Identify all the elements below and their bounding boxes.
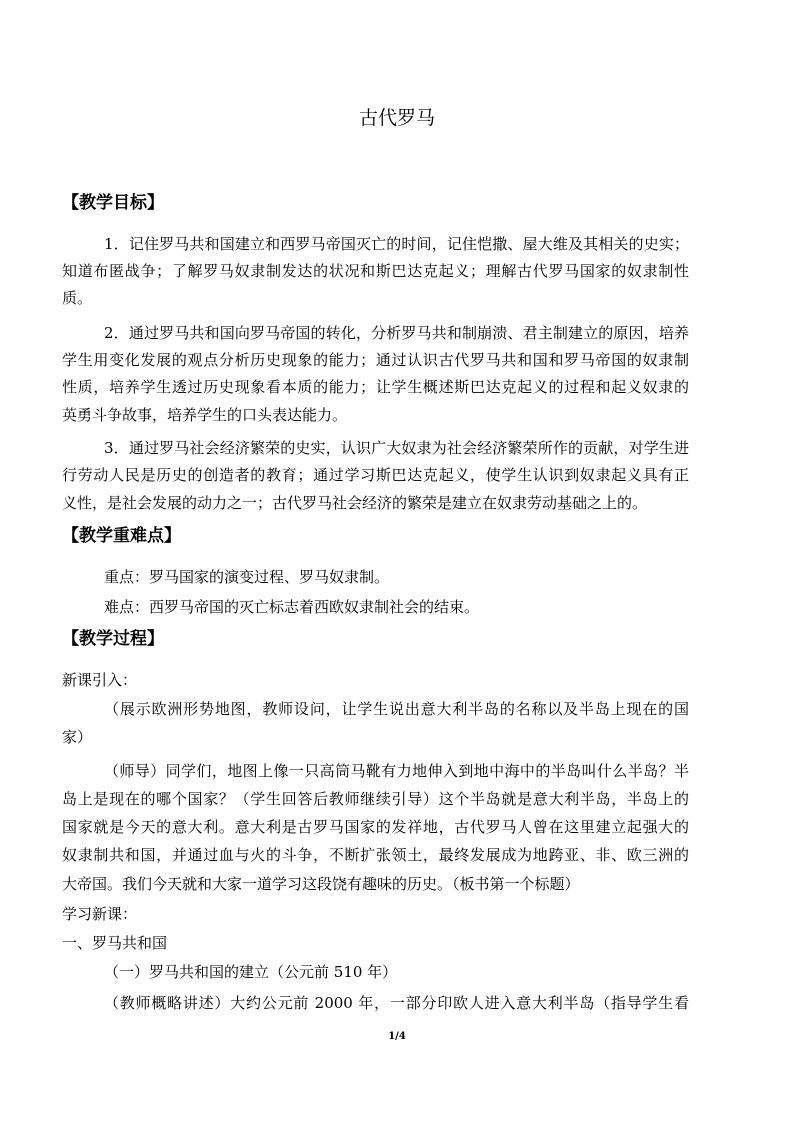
page-title: 古代罗马 xyxy=(358,107,435,129)
objective-3-line-3: 义性，是社会发展的动力之一；古代罗马社会经济的繁荣是建立在奴隶劳动基础之上的。 xyxy=(62,494,648,512)
objectives-heading: 【教学目标】 xyxy=(62,193,164,213)
key-points-heading: 【教学重难点】 xyxy=(62,526,181,546)
key-point-line: 重点：罗马国家的演变过程、罗马奴隶制。 xyxy=(104,568,390,586)
objective-3-line-2: 行劳动人民是历史的创造者的教育；通过学习斯巴达克起义，使学生认识到奴隶起义具有正 xyxy=(62,466,689,484)
intro-p2-line-4: 奴隶制共和国，并通过血与火的斗争，不断扩张领土，最终发展成为地跨亚、非、欧三洲的 xyxy=(62,846,689,864)
intro-p2-line-5: 大帝国。我们今天就和大家一道学习这段饶有趣味的历史。（板书第一个标题） xyxy=(62,875,580,893)
page-number: 1/4 xyxy=(388,1031,406,1042)
new-lesson-label: 学习新课： xyxy=(62,905,138,923)
difficult-point-line: 难点：西罗马帝国的灭亡标志着西欧奴隶制社会的结束。 xyxy=(104,598,480,616)
objective-2-line-1: 2．通过罗马共和国向罗马帝国的转化，分析罗马共和制崩溃、君主制建立的原因，培养 xyxy=(104,324,689,342)
intro-label: 新课引入： xyxy=(62,671,138,689)
intro-p2-line-1: （师导）同学们，地图上像一只高筒马靴有力地伸入到地中海中的半岛叫什么半岛？半 xyxy=(104,762,689,780)
body-last-line: （教师概略讲述）大约公元前 2000 年，一部分印欧人进入意大利半岛（指导学生看 xyxy=(104,994,689,1012)
objective-2-line-4: 英勇斗争故事，培养学生的口头表达能力。 xyxy=(62,406,348,424)
intro-p2-line-2: 岛上是现在的哪个国家？（学生回答后教师继续引导）这个半岛就是意大利半岛，半岛上的 xyxy=(62,790,689,808)
objective-1-line-1: 1．记住罗马共和国建立和西罗马帝国灭亡的时间，记住恺撒、屋大维及其相关的史实； xyxy=(104,235,689,253)
intro-p1-line-2: 家） xyxy=(62,728,93,746)
intro-p2-line-3: 国家就是今天的意大利。意大利是古罗马国家的发祥地，古代罗马人曾在这里建立起强大的 xyxy=(62,818,689,836)
objective-3-line-1: 3．通过罗马社会经济繁荣的史实，认识广大奴隶为社会经济繁荣所作的贡献，对学生进 xyxy=(104,439,689,457)
objective-1-line-3: 质。 xyxy=(62,289,93,307)
subsection-1-title: （一）罗马共和国的建立（公元前 510 年） xyxy=(104,963,398,981)
objective-2-line-2: 学生用变化发展的观点分析历史现象的能力；通过认识古代罗马共和国和罗马帝国的奴隶制 xyxy=(62,351,689,369)
objective-1-line-2: 知道布匿战争；了解罗马奴隶制发达的状况和斯巴达克起义；理解古代罗马国家的奴隶制性 xyxy=(62,262,689,280)
process-heading: 【教学过程】 xyxy=(62,629,164,649)
intro-p1-line-1: （展示欧洲形势地图，教师设问，让学生说出意大利半岛的名称以及半岛上现在的国 xyxy=(104,700,689,718)
section-1-title: 一、罗马共和国 xyxy=(62,934,168,952)
objective-2-line-3: 性质，培养学生透过历史现象看本质的能力；让学生概述斯巴达克起义的过程和起义奴隶的 xyxy=(62,378,689,396)
